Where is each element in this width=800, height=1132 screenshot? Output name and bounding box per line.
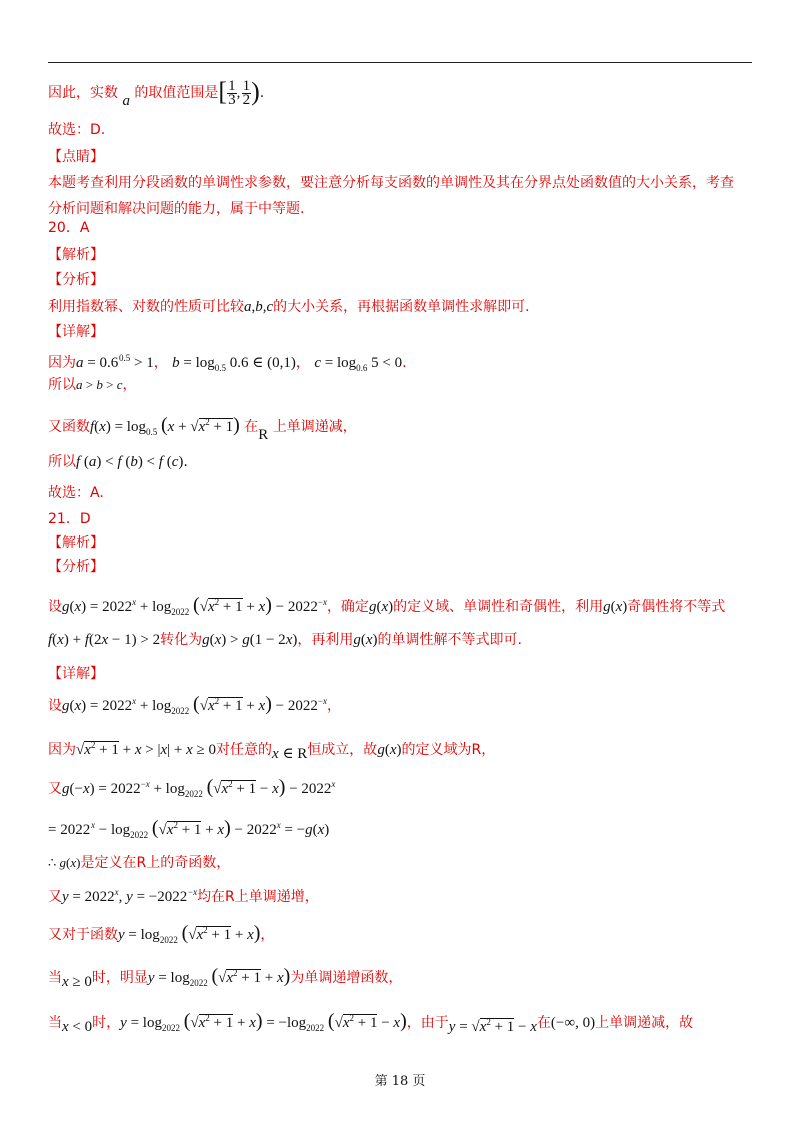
header-rule [48,62,752,63]
step-case-negative: 当x < 0时，$y = \log_{2022} (√x^2 + 1 + x) = -\log_{2022}$ $(√x^2 + 1 - x)$，由于$y = √x^2 + 1 - x$在(−∞, 0)上单调递减，故 [48,1010,694,1035]
dianjing-text-1: 本题考查利用分段函数的单调性求参数，要注意分析每支函数的单调性及其在分界点处函数值的大小关系，考查 [48,175,734,191]
step-domain: 因为$√x^2 + 1 + x > |x| + x \ge 0$对任意的x ∈ R恒成立，故g(x)的定义域为R， [48,740,496,762]
page-number: 第 18 页 [374,1074,426,1089]
section-jiexi-20: 【解析】 [48,247,104,263]
section-fenxi-20: 【分析】 [48,272,104,288]
question-21: 21．D [48,511,91,527]
section-jiexi-21: 【解析】 [48,535,104,551]
step-case-positive: 当x ≥ 0时，明显$y = \log_{2022} (√x^2 + 1 + x)$为单调递增函数， [48,965,403,990]
step-odd: ∴ g(x)是定义在R上的奇函数， [48,855,231,871]
step-abc-values: 因为a = 0.6 $^{0.5}$ > 1， $b = \log_{0.5} 0.6$ ∈ (0,1)， $c = \log_{0.6} 5 < 0$. [48,353,407,373]
fenxi-21-text-2: f(x) + f(2x − 1) > 2转化为g(x) > g(1 − 2x)，再利用g(x)的单调性解不等式即可. [48,632,522,648]
fenxi-20-text: 利用指数幂、对数的性质可比较a,b,c的大小关系，再根据函数单调性求解即可. [48,299,530,315]
step-f-order: 所以f (a) < f (b) < f (c). [48,454,188,470]
step-order: 所以a > b > c， [48,377,137,393]
step-increasing: 又$y = 2022^x$, y = −2022 $^{-x}$均在R上单调递增， [48,887,319,905]
step-function-f: 又函数$f(x) = \log_{0.5} (x + √x^2 + 1)$ 在R 上单调递减， [48,414,357,443]
section-xiangjie-20: 【详解】 [48,324,104,340]
step-g-neg: 又$g(-x) = 2022^{-x} + \log_{2022} (√x^2 + 1 - x) - 2022^x$ [48,776,336,799]
line-range: 因此，实数 a 的取值范围是[ $\frac{1}{3}$ , $\frac{1}{2}$ ). [48,76,265,109]
step-g-neg-2: = 2022 $^x - \log_{2022} (√x^2 + 1 + x) - 2022^x = -g(x)$ [48,817,330,840]
answer-a: 故选：A. [48,485,104,501]
fenxi-21-text-1: 设$g(x) = 2022^x + \log_{2022} (√x^2 + 1 + x) - 2022^{-x}$，确定g(x)的定义域、单调性和奇偶性，利用g(x)奇偶性将不等式 [48,594,726,617]
question-20: 20．A [48,220,90,236]
section-dianjing: 【点睛】 [48,149,104,165]
section-xiangjie-21: 【详解】 [48,666,104,682]
dianjing-text-2: 分析问题和解决问题的能力，属于中等题. [48,201,305,217]
section-fenxi-21: 【分析】 [48,559,104,575]
answer-d-1: 故选：D. [48,122,106,138]
step-log-function: 又对于函数$y = \log_{2022} (√x^2 + 1 + x)$， [48,922,275,945]
step-define-g: 设$g(x) = 2022^x + \log_{2022} (√x^2 + 1 + x) - 2022^{-x}$， [48,693,341,716]
